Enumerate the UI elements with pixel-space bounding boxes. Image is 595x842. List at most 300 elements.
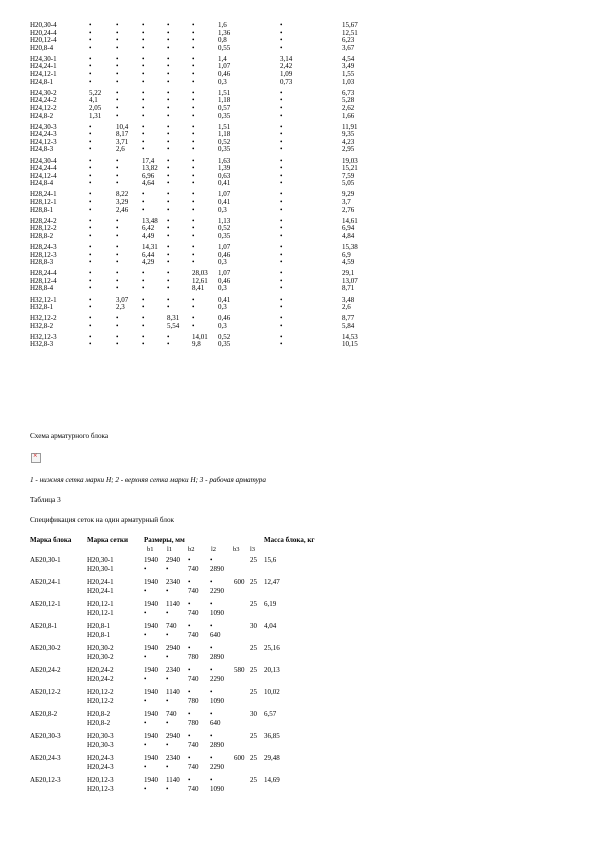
empty-cell-dot: •: [166, 631, 169, 639]
value-cell: 3,07: [116, 295, 129, 304]
empty-cell-dot: •: [89, 179, 92, 188]
empty-cell-dot: •: [116, 332, 119, 341]
empty-cell-dot: •: [142, 70, 145, 79]
table-row: [30, 191, 570, 199]
value-cell: 4,29: [142, 258, 155, 267]
table-row: [30, 297, 570, 305]
empty-cell-dot: •: [210, 754, 213, 762]
dim-b1: 1940: [144, 688, 158, 696]
table-row: [30, 22, 570, 30]
value-cell: 5,05: [342, 179, 355, 188]
empty-cell-dot: •: [192, 179, 195, 188]
empty-cell-dot: •: [280, 284, 283, 293]
empty-cell-dot: •: [116, 111, 119, 120]
value-cell: 1,51: [218, 122, 231, 131]
block-mass: 29,48: [264, 754, 280, 762]
value-cell: 4,1: [89, 96, 98, 105]
empty-cell-dot: •: [188, 710, 191, 718]
mesh-mark-upper: Н20,8-2: [87, 719, 111, 727]
value-cell: 8,77: [342, 314, 355, 323]
dim-l1: 740: [166, 710, 177, 718]
mesh-mark-lower: Н20,12-2: [87, 688, 114, 696]
value-cell: 14,53: [342, 332, 358, 341]
dim-l3: 30: [250, 710, 257, 718]
value-cell: 2,6: [116, 145, 125, 154]
mesh-mark-cell: Н32,12-3: [30, 332, 57, 341]
mesh-mark-cell: Н28,12-3: [30, 250, 57, 259]
block-mass: 6,19: [264, 600, 277, 608]
value-cell: 1,03: [342, 77, 355, 86]
empty-cell-dot: •: [192, 250, 195, 259]
empty-cell-dot: •: [142, 284, 145, 293]
value-cell: 4,64: [142, 179, 155, 188]
value-cell: 1,31: [89, 111, 102, 120]
empty-cell-dot: •: [192, 224, 195, 233]
empty-cell-dot: •: [188, 578, 191, 586]
table-row: [30, 139, 570, 147]
empty-cell-dot: •: [116, 276, 119, 285]
mesh-mark-upper: Н20,24-3: [87, 763, 114, 771]
block-mark: АБ20,30-1: [30, 556, 61, 564]
dim-b1: 1940: [144, 600, 158, 608]
value-cell: 1,09: [280, 70, 293, 79]
empty-cell-dot: •: [210, 666, 213, 674]
empty-cell-dot: •: [192, 156, 195, 165]
empty-cell-dot: •: [167, 258, 170, 267]
table-row: [30, 259, 570, 267]
empty-cell-dot: •: [89, 145, 92, 154]
empty-cell-dot: •: [116, 28, 119, 37]
table-title: Спецификация сеток на один арматурный блок: [30, 516, 175, 524]
value-cell: 2,6: [342, 303, 351, 312]
mesh-mark-lower: Н20,12-3: [87, 776, 114, 784]
block-mark: АБ20,24-3: [30, 754, 61, 762]
dim-l2: 2290: [210, 763, 224, 771]
value-cell: 0,3: [218, 205, 227, 214]
value-cell: 10,15: [342, 340, 358, 349]
empty-cell-dot: •: [116, 77, 119, 86]
empty-cell-dot: •: [166, 785, 169, 793]
table-row: [30, 37, 570, 45]
dim-l3: 30: [250, 622, 257, 630]
mesh-mark-upper: Н20,30-1: [87, 565, 114, 573]
empty-cell-dot: •: [116, 231, 119, 240]
value-cell: 0,46: [218, 276, 231, 285]
empty-cell-dot: •: [280, 340, 283, 349]
subheader-b3: b3: [233, 546, 240, 553]
empty-cell-dot: •: [192, 122, 195, 131]
dim-l3: 25: [250, 556, 257, 564]
value-cell: 15,21: [342, 164, 358, 173]
empty-cell-dot: •: [167, 231, 170, 240]
dim-l1: 2340: [166, 578, 180, 586]
empty-cell-dot: •: [280, 242, 283, 251]
value-cell: 15,38: [342, 242, 358, 251]
empty-cell-dot: •: [167, 21, 170, 29]
value-cell: 14,01: [192, 332, 208, 341]
table-row: [30, 285, 570, 293]
empty-cell-dot: •: [280, 179, 283, 188]
header-mass: Масса блока, кг: [264, 536, 315, 544]
block-mass: 10,02: [264, 688, 280, 696]
empty-cell-dot: •: [167, 190, 170, 199]
mesh-mark-lower: Н20,24-2: [87, 666, 114, 674]
table-row: [30, 218, 570, 226]
dim-l3: 25: [250, 754, 257, 762]
value-cell: 10,4: [116, 122, 129, 131]
empty-cell-dot: •: [142, 205, 145, 214]
value-cell: 12,61: [192, 276, 208, 285]
empty-cell-dot: •: [142, 190, 145, 199]
value-cell: 9,8: [192, 340, 201, 349]
table-row: [30, 97, 570, 105]
empty-cell-dot: •: [142, 303, 145, 312]
empty-cell-dot: •: [210, 556, 213, 564]
value-cell: 8,71: [342, 284, 355, 293]
empty-cell-dot: •: [167, 197, 170, 206]
dim-b2: 780: [188, 719, 199, 727]
value-cell: 5,22: [89, 88, 102, 97]
mesh-mark-upper: Н20,30-3: [87, 741, 114, 749]
table-row: [30, 71, 570, 79]
table-group: [30, 90, 570, 120]
empty-cell-dot: •: [142, 332, 145, 341]
empty-cell-dot: •: [89, 303, 92, 312]
empty-cell-dot: •: [166, 741, 169, 749]
empty-cell-dot: •: [89, 77, 92, 86]
empty-cell-dot: •: [142, 103, 145, 112]
empty-cell-dot: •: [166, 565, 169, 573]
empty-cell-dot: •: [116, 171, 119, 180]
dim-b2: 740: [188, 587, 199, 595]
value-cell: 0,35: [218, 231, 231, 240]
empty-cell-dot: •: [89, 231, 92, 240]
empty-cell-dot: •: [167, 205, 170, 214]
block-mass: 25,16: [264, 644, 280, 652]
empty-cell-dot: •: [280, 130, 283, 139]
empty-cell-dot: •: [167, 137, 170, 146]
value-cell: 1,18: [218, 96, 231, 105]
empty-cell-dot: •: [144, 609, 147, 617]
table-group: [30, 315, 570, 330]
mesh-mark-cell: Н28,12-4: [30, 276, 57, 285]
spec-table-row: [30, 578, 360, 600]
value-cell: 0,3: [218, 258, 227, 267]
empty-cell-dot: •: [280, 171, 283, 180]
value-cell: 14,61: [342, 216, 358, 225]
value-cell: 0,46: [218, 314, 231, 323]
value-cell: 17,4: [142, 156, 155, 165]
value-cell: 6,94: [342, 224, 355, 233]
dim-l3: 25: [250, 600, 257, 608]
dim-b2: 740: [188, 763, 199, 771]
value-cell: 4,23: [342, 137, 355, 146]
mesh-mark-cell: Н32,8-1: [30, 303, 54, 312]
value-cell: 9,35: [342, 130, 355, 139]
value-cell: 0,46: [218, 250, 231, 259]
empty-cell-dot: •: [89, 242, 92, 251]
table-group: [30, 191, 570, 214]
mesh-mark-cell: Н20,24-4: [30, 28, 57, 37]
empty-cell-dot: •: [142, 295, 145, 304]
spec-table: [30, 536, 360, 798]
value-cell: 2,95: [342, 145, 355, 154]
empty-cell-dot: •: [280, 269, 283, 278]
mesh-mark-lower: Н20,30-1: [87, 556, 114, 564]
empty-cell-dot: •: [280, 111, 283, 120]
empty-cell-dot: •: [167, 269, 170, 278]
dim-b2: 740: [188, 741, 199, 749]
dim-l1: 740: [166, 622, 177, 630]
value-cell: 8,41: [192, 284, 205, 293]
table-row: [30, 304, 570, 312]
value-cell: 1,55: [342, 70, 355, 79]
value-cell: 2,76: [342, 205, 355, 214]
empty-cell-dot: •: [280, 231, 283, 240]
table-row: [30, 90, 570, 98]
dim-b1: 1940: [144, 732, 158, 740]
empty-cell-dot: •: [142, 77, 145, 86]
empty-cell-dot: •: [167, 96, 170, 105]
mesh-mark-cell: Н28,12-1: [30, 197, 57, 206]
empty-cell-dot: •: [167, 276, 170, 285]
empty-cell-dot: •: [192, 130, 195, 139]
empty-cell-dot: •: [167, 103, 170, 112]
empty-cell-dot: •: [89, 332, 92, 341]
empty-cell-dot: •: [280, 303, 283, 312]
value-cell: 4,49: [142, 231, 155, 240]
spec-table-header: [30, 536, 360, 546]
value-cell: 2,3: [116, 303, 125, 312]
empty-cell-dot: •: [142, 21, 145, 29]
empty-cell-dot: •: [192, 242, 195, 251]
value-cell: 0,3: [218, 321, 227, 330]
empty-cell-dot: •: [192, 62, 195, 71]
value-cell: 3,48: [342, 295, 355, 304]
empty-cell-dot: •: [142, 43, 145, 52]
empty-cell-dot: •: [167, 250, 170, 259]
dim-l3: 25: [250, 776, 257, 784]
empty-cell-dot: •: [142, 62, 145, 71]
value-cell: 4,54: [342, 54, 355, 63]
value-cell: 2,05: [89, 103, 102, 112]
empty-cell-dot: •: [210, 600, 213, 608]
block-mark: АБ20,8-2: [30, 710, 58, 718]
empty-cell-dot: •: [116, 242, 119, 251]
dim-b2: 740: [188, 631, 199, 639]
value-cell: 8,22: [116, 190, 129, 199]
empty-cell-dot: •: [280, 276, 283, 285]
empty-cell-dot: •: [167, 164, 170, 173]
value-cell: 13,82: [142, 164, 158, 173]
dim-b1: 1940: [144, 666, 158, 674]
empty-cell-dot: •: [280, 43, 283, 52]
mesh-mark-cell: Н24,8-1: [30, 77, 54, 86]
value-cell: 0,35: [218, 145, 231, 154]
empty-cell-dot: •: [280, 103, 283, 112]
empty-cell-dot: •: [167, 332, 170, 341]
empty-cell-dot: •: [144, 631, 147, 639]
value-cell: 1,63: [218, 156, 231, 165]
empty-cell-dot: •: [210, 710, 213, 718]
value-cell: 0,57: [218, 103, 231, 112]
value-cell: 0,41: [218, 197, 231, 206]
empty-cell-dot: •: [142, 111, 145, 120]
value-cell: 29,1: [342, 269, 355, 278]
value-cell: 7,59: [342, 171, 355, 180]
empty-cell-dot: •: [192, 171, 195, 180]
dim-l2: 2890: [210, 565, 224, 573]
value-cell: 1,66: [342, 111, 355, 120]
empty-cell-dot: •: [142, 130, 145, 139]
dim-l2: 2890: [210, 741, 224, 749]
value-cell: 0,35: [218, 111, 231, 120]
value-cell: 6,42: [142, 224, 155, 233]
dim-b1: 1940: [144, 710, 158, 718]
table-group: [30, 218, 570, 241]
block-mass: 36,85: [264, 732, 280, 740]
mesh-mark-cell: Н28,8-2: [30, 231, 54, 240]
empty-cell-dot: •: [167, 28, 170, 37]
empty-cell-dot: •: [167, 284, 170, 293]
value-cell: 0,8: [218, 36, 227, 45]
empty-cell-dot: •: [89, 295, 92, 304]
empty-cell-dot: •: [116, 314, 119, 323]
dim-l2: 2290: [210, 587, 224, 595]
value-cell: 0,41: [218, 179, 231, 188]
table-group: [30, 270, 570, 293]
value-cell: 1,36: [218, 28, 231, 37]
table-row: [30, 244, 570, 252]
table-row: [30, 79, 570, 87]
header-sizes: Размеры, мм: [144, 536, 185, 544]
dim-b2: 740: [188, 675, 199, 683]
dim-b2: 780: [188, 697, 199, 705]
header-mesh: Марка сетки: [87, 536, 128, 544]
empty-cell-dot: •: [167, 295, 170, 304]
value-cell: 15,67: [342, 21, 358, 29]
empty-cell-dot: •: [89, 269, 92, 278]
dim-b1: 1940: [144, 578, 158, 586]
value-cell: 5,54: [167, 321, 180, 330]
dim-b3: 600: [234, 578, 245, 586]
empty-cell-dot: •: [192, 197, 195, 206]
empty-cell-dot: •: [166, 609, 169, 617]
spec-table-row: [30, 688, 360, 710]
table-row: [30, 315, 570, 323]
mesh-mark-cell: Н24,24-2: [30, 96, 57, 105]
dim-b2: 740: [188, 565, 199, 573]
value-cell: 12,51: [342, 28, 358, 37]
block-mass: 6,57: [264, 710, 277, 718]
mesh-mark-lower: Н20,24-1: [87, 578, 114, 586]
value-cell: 6,73: [342, 88, 355, 97]
empty-cell-dot: •: [89, 224, 92, 233]
block-mass: 20,13: [264, 666, 280, 674]
empty-cell-dot: •: [192, 70, 195, 79]
empty-cell-dot: •: [280, 332, 283, 341]
empty-cell-dot: •: [192, 21, 195, 29]
value-cell: 3,29: [116, 197, 129, 206]
block-mark: АБ20,24-2: [30, 666, 61, 674]
empty-cell-dot: •: [192, 145, 195, 154]
mesh-mark-lower: Н20,12-1: [87, 600, 114, 608]
empty-cell-dot: •: [167, 340, 170, 349]
block-mass: 4,04: [264, 622, 277, 630]
mesh-mark-cell: Н24,30-1: [30, 54, 57, 63]
mesh-mark-cell: Н24,30-3: [30, 122, 57, 131]
value-cell: 0,52: [218, 137, 231, 146]
empty-cell-dot: •: [89, 314, 92, 323]
mesh-mark-lower: Н20,8-2: [87, 710, 111, 718]
spec-table-row: [30, 622, 360, 644]
table-group: [30, 56, 570, 86]
empty-cell-dot: •: [280, 164, 283, 173]
empty-cell-dot: •: [89, 258, 92, 267]
block-mass: 15,6: [264, 556, 277, 564]
empty-cell-dot: •: [167, 224, 170, 233]
value-cell: 1,6: [218, 21, 227, 29]
value-cell: 19,03: [342, 156, 358, 165]
block-mark: АБ20,24-1: [30, 578, 61, 586]
empty-cell-dot: •: [142, 321, 145, 330]
scheme-title: Схема арматурного блока: [30, 432, 109, 440]
spec-table-row: [30, 754, 360, 776]
empty-cell-dot: •: [280, 216, 283, 225]
empty-cell-dot: •: [116, 224, 119, 233]
empty-cell-dot: •: [167, 122, 170, 131]
mesh-mark-upper: Н20,12-2: [87, 697, 114, 705]
empty-cell-dot: •: [280, 137, 283, 146]
empty-cell-dot: •: [89, 122, 92, 131]
empty-cell-dot: •: [167, 130, 170, 139]
empty-cell-dot: •: [167, 43, 170, 52]
empty-cell-dot: •: [166, 653, 169, 661]
empty-cell-dot: •: [116, 96, 119, 105]
empty-cell-dot: •: [280, 156, 283, 165]
spec-table-row: [30, 776, 360, 798]
empty-cell-dot: •: [116, 36, 119, 45]
table-row: [30, 30, 570, 38]
dim-b2: 780: [188, 653, 199, 661]
value-cell: 5,28: [342, 96, 355, 105]
block-mark: АБ20,12-2: [30, 688, 61, 696]
table-group: [30, 158, 570, 188]
empty-cell-dot: •: [192, 77, 195, 86]
empty-cell-dot: •: [116, 179, 119, 188]
value-cell: 28,03: [192, 269, 208, 278]
empty-cell-dot: •: [166, 675, 169, 683]
empty-cell-dot: •: [142, 54, 145, 63]
mass-table: [30, 22, 570, 353]
empty-cell-dot: •: [280, 88, 283, 97]
mesh-mark-cell: Н24,8-2: [30, 111, 54, 120]
spec-table-row: [30, 644, 360, 666]
header-block: Марка блока: [30, 536, 72, 544]
empty-cell-dot: •: [144, 653, 147, 661]
mesh-mark-lower: Н20,24-3: [87, 754, 114, 762]
empty-cell-dot: •: [167, 242, 170, 251]
spec-table-row: [30, 666, 360, 688]
empty-cell-dot: •: [144, 675, 147, 683]
empty-cell-dot: •: [167, 88, 170, 97]
value-cell: 0,41: [218, 295, 231, 304]
value-cell: 6,96: [142, 171, 155, 180]
value-cell: 3,49: [342, 62, 355, 71]
empty-cell-dot: •: [89, 156, 92, 165]
empty-cell-dot: •: [142, 96, 145, 105]
dim-l1: 1140: [166, 688, 180, 696]
